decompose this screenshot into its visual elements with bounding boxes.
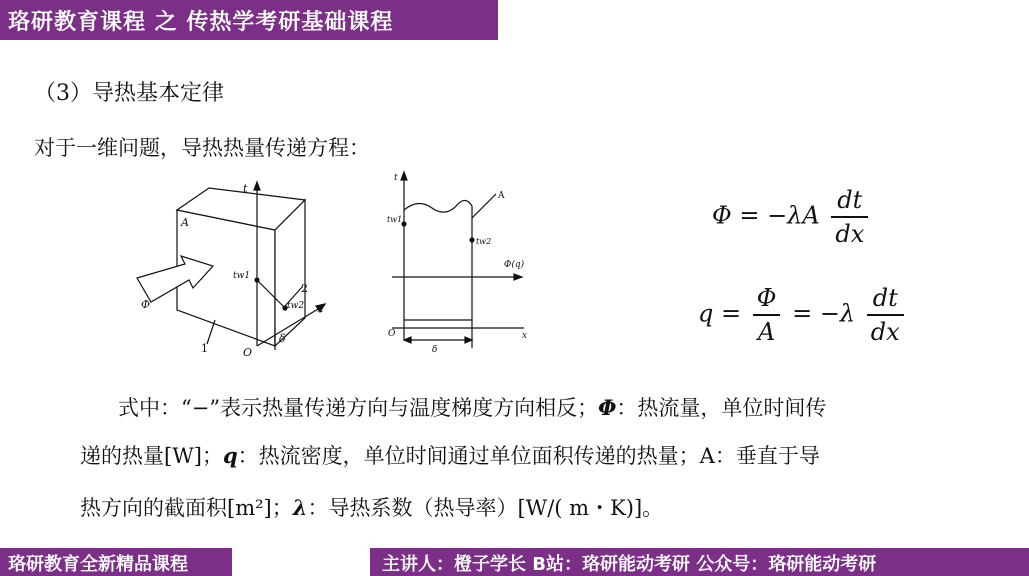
- fig2-label-delta: δ: [432, 345, 438, 355]
- fig2-label-O: O: [388, 329, 396, 339]
- formula-heat-flow: [712, 186, 872, 248]
- formula2-num1: Φ: [753, 284, 781, 316]
- desc1-sym: Φ: [598, 395, 617, 420]
- fig1-label-x: x: [317, 302, 324, 315]
- formula1-fraction: [831, 186, 868, 248]
- fig2-label-A: A: [498, 191, 505, 201]
- formula2-num2: dt: [867, 284, 904, 316]
- header-title: 珞研教育课程 之 传热学考研基础课程: [8, 10, 394, 35]
- footer-right-bar: [370, 548, 1029, 576]
- desc3-a: 热方向的截面积[m²]；: [80, 496, 293, 520]
- formula1-mid: = −λA: [739, 201, 820, 230]
- formula2-fraction2: [867, 284, 904, 346]
- figure-profile-1d: [384, 170, 534, 355]
- fig2-label-tw2: tw2: [476, 237, 492, 246]
- fig1-label-2: 2: [301, 282, 308, 295]
- formula2-fraction1: [753, 284, 781, 346]
- desc3-sym: λ: [292, 495, 308, 520]
- formula-heat-flux: [698, 284, 908, 346]
- description-line-1: [118, 392, 826, 422]
- formula1-lhs: Φ: [712, 201, 732, 230]
- formula2-den1: A: [757, 318, 776, 346]
- formula2-mid: = −λ: [792, 299, 856, 328]
- fig2-label-phiq: Φ(q): [504, 260, 525, 270]
- section-title: （3）导热基本定律: [34, 81, 224, 106]
- formula2-lhs: q =: [698, 299, 742, 328]
- fig2-label-tw1: tw1: [387, 215, 403, 224]
- fig2-label-x: x: [522, 331, 528, 341]
- footer-right-text: 主讲人：橙子学长 B站：珞研能动考研 公众号：珞研能动考研: [382, 554, 877, 575]
- fig1-label-tw2: tw2: [287, 301, 305, 311]
- fig1-label-O: O: [243, 346, 253, 358]
- description-line-2: [80, 440, 820, 470]
- fig2-label-t: t: [394, 173, 398, 183]
- desc3-b: ：导热系数（热导率）[W/( m・K)]。: [307, 496, 664, 520]
- fig1-label-delta: δ: [279, 332, 286, 345]
- fig1-label-tw1: tw1: [233, 271, 251, 281]
- intro-text: 对于一维问题，导热热量传递方程：: [34, 136, 370, 160]
- desc2-a: 递的热量[W]；: [80, 444, 223, 468]
- fig1-label-phi: Φ: [141, 298, 151, 311]
- fig1-label-1: 1: [201, 342, 208, 355]
- header-bar: [0, 0, 498, 40]
- fig1-label-A: A: [181, 216, 189, 229]
- desc2-sym: q: [222, 443, 238, 468]
- desc1-a: 式中：“−”表示热量传递方向与温度梯度方向相反；: [118, 396, 599, 420]
- description-line-3: [80, 492, 663, 522]
- footer-left-bar: [0, 548, 232, 576]
- formula2-den2: dx: [870, 318, 900, 346]
- footer-left-text: 珞研教育全新精品课程: [8, 554, 188, 575]
- fig1-label-t: t: [243, 182, 248, 195]
- formula1-num: dt: [831, 186, 868, 218]
- desc2-b: ：热流密度，单位时间通过单位面积传递的热量；A：垂直于导: [237, 444, 820, 468]
- formula1-den: dx: [835, 220, 865, 248]
- desc1-b: ：热流量，单位时间传: [616, 396, 827, 420]
- figure-slab-3d: [125, 178, 340, 358]
